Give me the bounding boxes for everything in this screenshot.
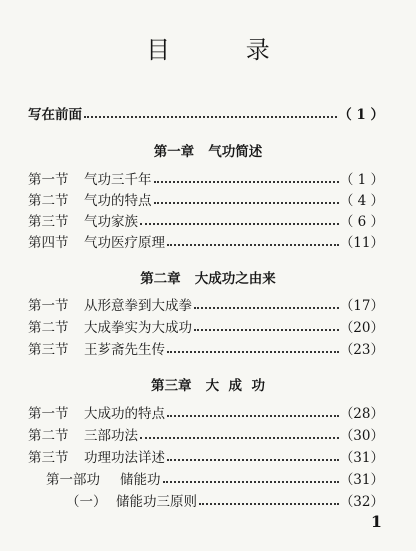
section-number: 第三节: [28, 450, 69, 466]
dot-leader: [154, 202, 339, 204]
entry-page: （17）: [339, 298, 384, 314]
entry-title: 气功医疗原理: [84, 235, 165, 251]
toc-entry[interactable]: [28, 316, 384, 336]
dot-leader: [194, 307, 339, 309]
entry-title: 储能功三原则: [116, 494, 197, 510]
dot-leader: [140, 223, 339, 225]
toc-entry[interactable]: [28, 189, 384, 209]
toc-subentry[interactable]: [66, 490, 384, 510]
entry-page: （20）: [339, 320, 384, 336]
toc-subentry[interactable]: [46, 468, 384, 488]
section-number: 第一节: [28, 298, 69, 314]
toc-entry[interactable]: [28, 446, 384, 466]
toc-entry[interactable]: [28, 210, 384, 230]
section-number: 第三节: [28, 214, 69, 230]
chapter-heading: 第三章 大 成 功: [151, 378, 265, 394]
dot-leader: [84, 116, 337, 118]
entry-title: 气功家族: [84, 214, 138, 230]
chapter-heading: 第一章 气功简述: [153, 144, 263, 160]
entry-page: （ 6 ）: [339, 214, 384, 230]
dot-leader: [140, 437, 339, 439]
entry-page: （ 4 ）: [339, 193, 384, 209]
item-number: （一）: [66, 494, 107, 510]
chapter-heading: 第二章 大成功之由来: [140, 271, 276, 287]
dot-leader: [194, 329, 339, 331]
entry-title: 大成功的特点: [84, 406, 165, 422]
entry-page: （23）: [339, 342, 384, 358]
section-number: 第四节: [28, 235, 69, 251]
entry-page: （28）: [339, 406, 384, 422]
section-number: 第二节: [28, 193, 69, 209]
section-number: 第二节: [28, 320, 69, 336]
dot-leader: [167, 415, 339, 417]
toc-entry[interactable]: [28, 424, 384, 444]
toc-entry[interactable]: [28, 231, 384, 251]
entry-title: 三部功法: [84, 428, 138, 444]
entry-title: 写在前面: [28, 107, 82, 123]
section-number: 第一节: [28, 406, 69, 422]
section-number: 第一节: [28, 172, 69, 188]
dot-leader: [163, 481, 339, 483]
entry-title: 气功的特点: [84, 193, 152, 209]
dot-leader: [199, 503, 339, 505]
section-number: 第三节: [28, 342, 69, 358]
dot-leader: [167, 459, 339, 461]
dot-leader: [167, 244, 339, 246]
page-title: 目 录: [146, 36, 304, 64]
entry-page: （ 1 ）: [338, 107, 384, 123]
toc-entry[interactable]: [28, 168, 384, 188]
part-number: 第一部功: [46, 472, 100, 488]
entry-page: （32）: [339, 494, 384, 510]
dot-leader: [167, 351, 339, 353]
entry-title: 王芗斋先生传: [84, 342, 165, 358]
entry-title: 大成拳实为大成功: [84, 320, 192, 336]
entry-title: 功理功法详述: [84, 450, 165, 466]
section-number: 第二节: [28, 428, 69, 444]
toc-entry[interactable]: [28, 338, 384, 358]
toc-entry[interactable]: [28, 402, 384, 422]
entry-title: 从形意拳到大成拳: [84, 298, 192, 314]
entry-page: （31）: [339, 472, 384, 488]
entry-page: （ 1 ）: [339, 172, 384, 188]
dot-leader: [154, 181, 339, 183]
entry-title: 储能功: [120, 472, 161, 488]
entry-title: 气功三千年: [84, 172, 152, 188]
toc-entry[interactable]: [28, 294, 384, 314]
page-number: 1: [370, 512, 382, 531]
entry-page: （31）: [339, 450, 384, 466]
toc-entry-preface[interactable]: [28, 103, 384, 123]
entry-page: （11）: [339, 235, 384, 251]
entry-page: （30）: [339, 428, 384, 444]
